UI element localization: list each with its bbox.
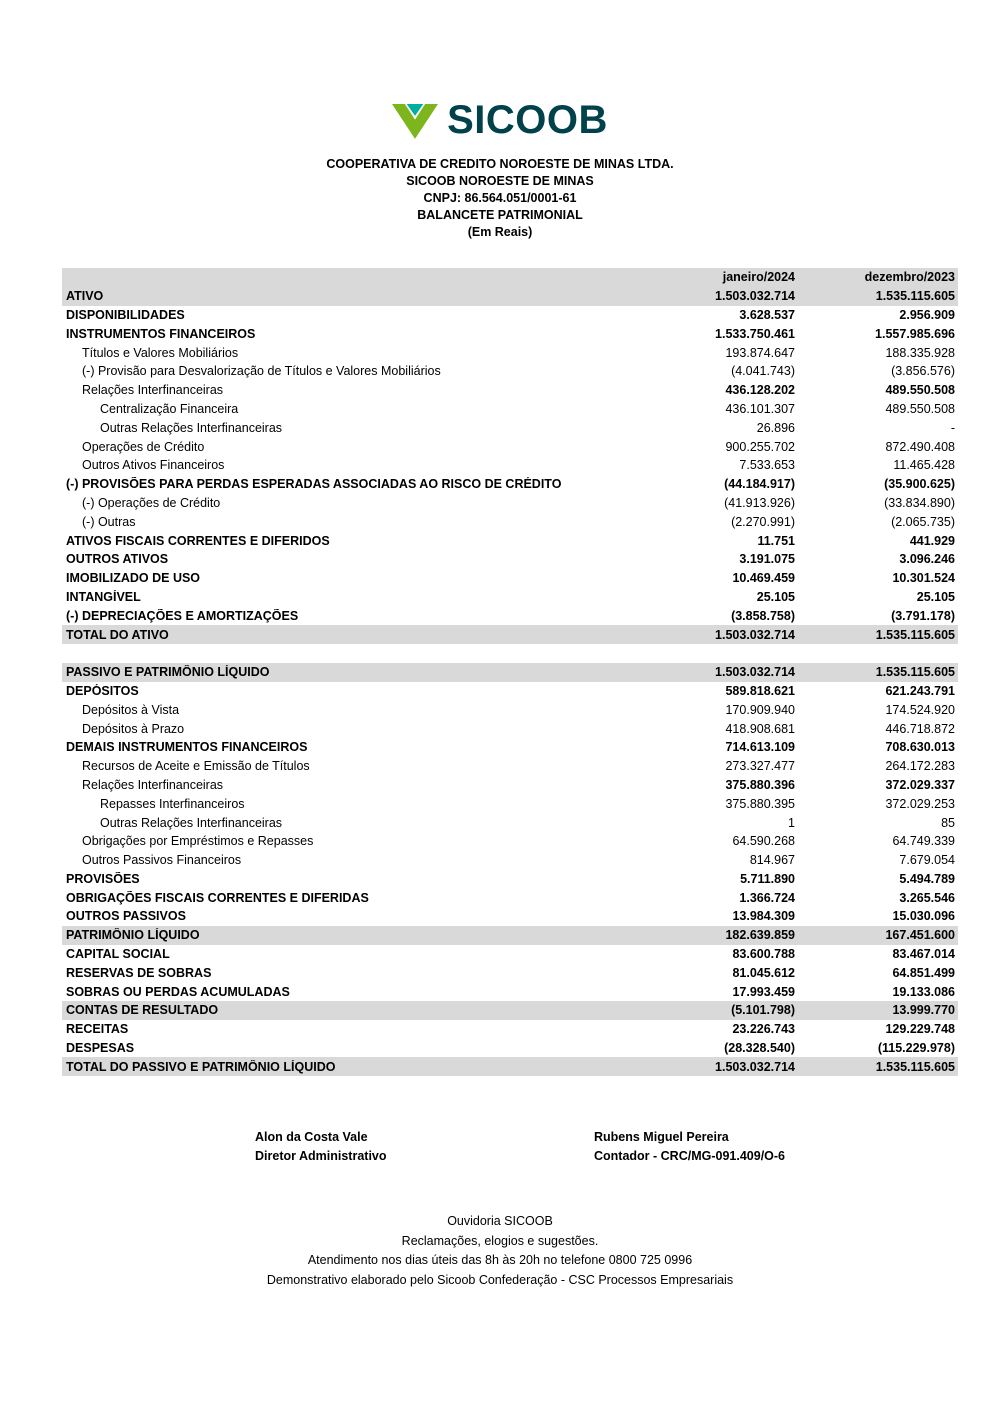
footer-elaboracao: Demonstrativo elaborado pelo Sicoob Confederação - CSC Processos Empresariais (266, 1272, 734, 1287)
row-label: Repasses Interfinanceiros (100, 796, 245, 811)
row-value-dez2023: 64.851.499 (892, 965, 955, 980)
row-value-jan2024: 1.503.032.714 (715, 1059, 795, 1074)
table-row (62, 945, 958, 964)
row-label: Depósitos à Prazo (82, 721, 185, 736)
row-value-dez2023: 1.557.985.696 (875, 326, 955, 341)
sicoob-logo (0, 100, 1000, 140)
table-row (62, 418, 958, 437)
row-value-jan2024: 193.874.647 (725, 345, 795, 360)
row-label: SOBRAS OU PERDAS ACUMULADAS (66, 984, 290, 999)
currency-note: (Em Reais) (467, 225, 533, 239)
row-value-dez2023: 489.550.508 (885, 383, 955, 398)
balance-table-body (62, 287, 958, 1076)
table-row (62, 306, 958, 325)
row-label: Outros Ativos Financeiros (82, 458, 225, 473)
table-row (62, 926, 958, 945)
row-label: (-) Outras (82, 514, 136, 529)
row-value-jan2024: 436.101.307 (725, 401, 795, 416)
table-row (62, 982, 958, 1001)
row-value-dez2023: (3.791.178) (891, 608, 955, 623)
row-label: Depósitos à Vista (82, 702, 180, 717)
cnpj: CNPJ: 86.564.051/0001-61 (423, 191, 577, 205)
row-value-jan2024: (2.270.991) (731, 514, 795, 529)
table-row (62, 437, 958, 456)
row-value-dez2023: 83.467.014 (892, 947, 955, 962)
row-value-dez2023: (35.900.625) (884, 477, 955, 492)
table-row (62, 813, 958, 832)
table-row (62, 870, 958, 889)
row-label: Outras Relações Interfinanceiras (100, 815, 283, 830)
row-value-dez2023: 11.465.428 (893, 458, 955, 473)
table-row (62, 343, 958, 362)
row-value-jan2024: 7.533.653 (739, 458, 795, 473)
column-header-jan2024: janeiro/2024 (722, 270, 795, 285)
row-value-jan2024: 83.600.788 (732, 947, 795, 962)
row-value-jan2024: 375.880.395 (725, 796, 795, 811)
row-label: RECEITAS (66, 1022, 129, 1037)
row-label: DESPESAS (66, 1041, 135, 1056)
row-label: Relações Interfinanceiras (82, 383, 224, 398)
row-value-jan2024: 1.503.032.714 (715, 289, 795, 304)
footer-ouvidoria: Ouvidoria SICOOB (447, 1214, 553, 1228)
row-label: PROVISÕES (66, 871, 140, 886)
row-label: (-) Provisão para Desvalorização de Títulos e Valores Mobiliários (82, 364, 441, 379)
row-value-dez2023: 1.535.115.605 (875, 665, 955, 680)
row-value-dez2023: 5.494.789 (899, 871, 955, 886)
signature-left (255, 1128, 387, 1166)
row-value-jan2024: 3.628.537 (739, 307, 795, 322)
row-value-jan2024: (4.041.743) (731, 364, 795, 379)
table-row (62, 832, 958, 851)
row-value-dez2023: 10.301.524 (892, 571, 955, 586)
row-label: Títulos e Valores Mobiliários (82, 345, 239, 360)
row-value-jan2024: 1.503.032.714 (715, 665, 795, 680)
footer-reclamacoes: Reclamações, elogios e sugestões. (401, 1233, 599, 1248)
row-value-jan2024: 17.993.459 (732, 984, 795, 999)
row-value-dez2023: 872.490.408 (885, 439, 955, 454)
trade-name: SICOOB NOROESTE DE MINAS (406, 174, 594, 188)
row-value-jan2024: 182.639.859 (725, 928, 795, 943)
row-value-dez2023: 3.096.246 (899, 552, 955, 567)
row-value-dez2023: 174.524.920 (885, 702, 955, 717)
row-value-dez2023: 13.999.770 (892, 1003, 955, 1018)
sicoob-logo-icon (392, 102, 438, 139)
table-row (62, 531, 958, 550)
row-label: CAPITAL SOCIAL (66, 947, 170, 962)
row-label: Centralização Financeira (100, 401, 239, 416)
row-label: (-) Operações de Crédito (82, 495, 221, 510)
row-value-jan2024: 10.469.459 (732, 571, 795, 586)
footer (0, 1212, 1000, 1290)
row-value-dez2023: 3.265.546 (899, 890, 955, 905)
row-value-jan2024: 13.984.309 (732, 909, 795, 924)
row-value-jan2024: (3.858.758) (731, 608, 795, 623)
row-value-dez2023: - (950, 420, 955, 435)
row-value-dez2023: 129.229.748 (885, 1022, 955, 1037)
row-value-jan2024: 1.503.032.714 (715, 627, 795, 642)
row-value-dez2023: 85 (941, 815, 955, 830)
table-row (62, 287, 958, 306)
row-value-dez2023: (33.834.890) (884, 495, 955, 510)
table-row (62, 776, 958, 795)
row-value-jan2024: 814.967 (749, 853, 795, 868)
row-value-jan2024: (41.913.926) (724, 495, 795, 510)
report-title: BALANCETE PATRIMONIAL (417, 208, 583, 222)
row-value-dez2023: 1.535.115.605 (875, 1059, 955, 1074)
row-value-jan2024: 64.590.268 (732, 834, 795, 849)
row-value-dez2023: 1.535.115.605 (875, 627, 955, 642)
signature-left-role: Diretor Administrativo (255, 1149, 387, 1163)
signature-left-name: Alon da Costa Vale (255, 1130, 368, 1144)
row-value-dez2023: 25.105 (916, 589, 955, 604)
table-row (62, 644, 958, 663)
row-value-dez2023: 1.535.115.605 (875, 289, 955, 304)
row-label: (-) PROVISÕES PARA PERDAS ESPERADAS ASSOCIADAS AO RISCO DE CRÉDITO (66, 477, 562, 492)
row-label: OUTROS ATIVOS (66, 552, 169, 567)
row-label: Relações Interfinanceiras (82, 777, 224, 792)
row-value-dez2023: 167.451.600 (885, 928, 955, 943)
table-row (62, 1020, 958, 1039)
row-value-jan2024: 11.751 (757, 533, 795, 548)
table-row (62, 888, 958, 907)
row-value-dez2023: 621.243.791 (885, 683, 955, 698)
table-row (62, 738, 958, 757)
table-row (62, 569, 958, 588)
table-row (62, 550, 958, 569)
row-label: DEPÓSITOS (66, 683, 139, 698)
row-value-jan2024: 3.191.075 (739, 552, 795, 567)
table-row (62, 851, 958, 870)
row-value-dez2023: (3.856.576) (891, 364, 955, 379)
row-value-jan2024: 589.818.621 (725, 683, 795, 698)
row-label: OUTROS PASSIVOS (66, 909, 186, 924)
signature-right-role: Contador - CRC/MG-091.409/O-6 (594, 1149, 786, 1163)
row-label: DEMAIS INSTRUMENTOS FINANCEIROS (66, 740, 308, 755)
table-row (62, 512, 958, 531)
table-row (62, 682, 958, 701)
column-header-dez2023: dezembro/2023 (864, 270, 955, 285)
document-header (0, 156, 1000, 241)
table-row (62, 588, 958, 607)
row-label: TOTAL DO PASSIVO E PATRIMÔNIO LÍQUIDO (66, 1059, 336, 1074)
table-row (62, 907, 958, 926)
row-label: OBRIGAÇÕES FISCAIS CORRENTES E DIFERIDAS (66, 890, 369, 905)
row-value-dez2023: 372.029.253 (885, 796, 955, 811)
row-label: Obrigações por Empréstimos e Repasses (82, 834, 314, 849)
row-value-dez2023: 188.335.928 (885, 345, 955, 360)
table-row (62, 663, 958, 682)
table-row (62, 700, 958, 719)
row-label: Recursos de Aceite e Emissão de Títulos (82, 759, 310, 774)
row-label: INTANGÍVEL (66, 589, 141, 604)
row-label: Operações de Crédito (82, 439, 205, 454)
table-row (62, 606, 958, 625)
table-row (62, 381, 958, 400)
row-label: CONTAS DE RESULTADO (66, 1003, 219, 1018)
table-row (62, 362, 958, 381)
row-value-jan2024: 26.896 (756, 420, 795, 435)
company-name: COOPERATIVA DE CREDITO NOROESTE DE MINAS LTDA. (326, 157, 674, 171)
row-label: ATIVOS FISCAIS CORRENTES E DIFERIDOS (66, 533, 330, 548)
table-header-row (62, 268, 958, 287)
table-row (62, 719, 958, 738)
row-label: Outras Relações Interfinanceiras (100, 420, 283, 435)
table-row (62, 625, 958, 644)
row-value-jan2024: 273.327.477 (725, 759, 795, 774)
row-label: IMOBILIZADO DE USO (66, 571, 201, 586)
row-value-jan2024: 5.711.890 (740, 871, 795, 886)
row-label: INSTRUMENTOS FINANCEIROS (66, 326, 256, 341)
row-value-jan2024: 714.613.109 (725, 740, 795, 755)
table-row (62, 475, 958, 494)
table-row (62, 963, 958, 982)
row-value-jan2024: 436.128.202 (725, 383, 795, 398)
table-row (62, 1057, 958, 1076)
row-value-jan2024: 1.533.750.461 (715, 326, 795, 341)
row-value-jan2024: (28.328.540) (724, 1041, 795, 1056)
table-row (62, 757, 958, 776)
row-value-jan2024: 375.880.396 (725, 777, 795, 792)
row-label: ATIVO (66, 289, 104, 304)
row-value-jan2024: (44.184.917) (724, 477, 795, 492)
footer-atendimento: Atendimento nos dias úteis das 8h às 20h no telefone 0800 725 0996 (307, 1253, 693, 1267)
row-label: (-) DEPRECIAÇÕES E AMORTIZAÇÕES (66, 608, 299, 623)
row-value-jan2024: 900.255.702 (725, 439, 795, 454)
row-label: PATRIMÔNIO LÍQUIDO (66, 928, 200, 943)
row-label: DISPONIBILIDADES (66, 307, 185, 322)
table-row (62, 324, 958, 343)
table-row (62, 494, 958, 513)
balance-table (62, 268, 958, 1076)
row-value-dez2023: 441.929 (909, 533, 955, 548)
row-value-dez2023: 264.172.283 (885, 759, 955, 774)
row-value-dez2023: (115.229.978) (877, 1041, 955, 1056)
sicoob-logo-text: SICOOB (447, 98, 608, 142)
row-value-jan2024: 170.909.940 (725, 702, 795, 717)
row-value-dez2023: (2.065.735) (891, 514, 955, 529)
table-row (62, 794, 958, 813)
row-value-jan2024: (5.101.798) (731, 1003, 795, 1018)
row-label: PASSIVO E PATRIMÔNIO LÍQUIDO (66, 665, 270, 680)
row-value-jan2024: 23.226.743 (732, 1022, 795, 1037)
row-value-jan2024: 1.366.724 (739, 890, 795, 905)
signature-right (594, 1128, 785, 1166)
row-value-dez2023: 708.630.013 (885, 740, 955, 755)
signature-right-name: Rubens Miguel Pereira (594, 1130, 729, 1144)
row-value-dez2023: 64.749.339 (892, 834, 955, 849)
row-value-dez2023: 2.956.909 (899, 307, 955, 322)
table-row (62, 1001, 958, 1020)
row-value-jan2024: 25.105 (756, 589, 795, 604)
table-row (62, 456, 958, 475)
row-value-dez2023: 19.133.086 (892, 984, 955, 999)
row-value-dez2023: 372.029.337 (885, 777, 955, 792)
row-label: Outros Passivos Financeiros (82, 853, 242, 868)
row-value-dez2023: 446.718.872 (885, 721, 955, 736)
table-row (62, 400, 958, 419)
row-value-dez2023: 7.679.054 (899, 853, 955, 868)
row-value-jan2024: 1 (788, 815, 795, 830)
row-value-dez2023: 15.030.096 (892, 909, 955, 924)
row-label: RESERVAS DE SOBRAS (66, 965, 212, 980)
row-value-dez2023: 489.550.508 (885, 401, 955, 416)
table-row (62, 1039, 958, 1058)
row-label: TOTAL DO ATIVO (66, 627, 169, 642)
row-value-jan2024: 418.908.681 (725, 721, 795, 736)
row-value-jan2024: 81.045.612 (732, 965, 795, 980)
